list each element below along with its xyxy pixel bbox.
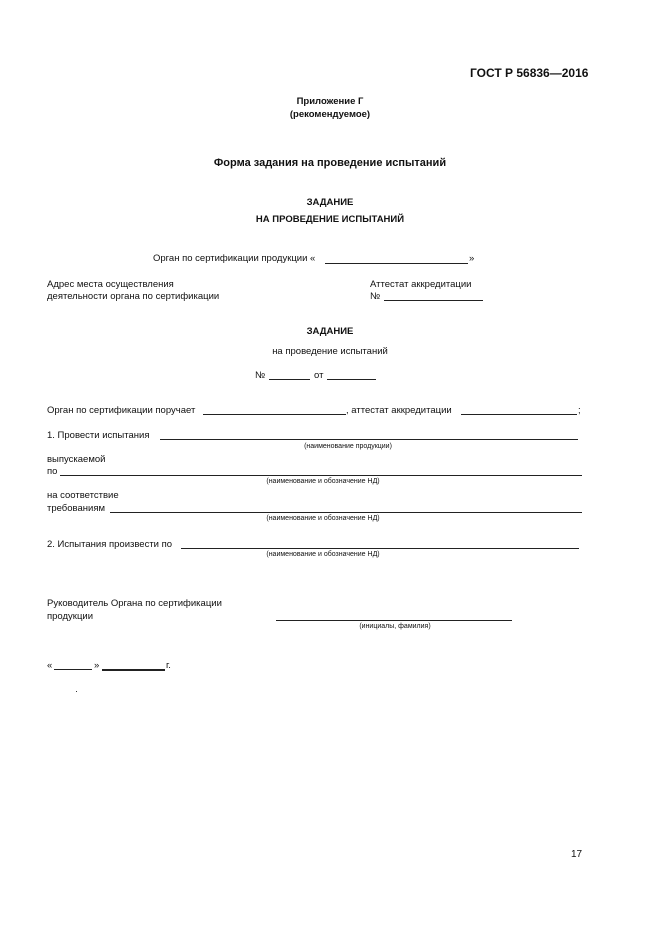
accreditation-number-field[interactable]: [384, 300, 483, 301]
address-label-line1: Адрес места осуществления: [47, 279, 174, 290]
certification-organ-label: Орган по сертификации продукции «: [153, 253, 316, 264]
product-name-field[interactable]: [160, 439, 578, 440]
page-number: 17: [571, 849, 583, 860]
conformity-label: на соответствие: [47, 490, 119, 501]
head-label-line2: продукции: [47, 611, 94, 622]
date-month-field[interactable]: [102, 669, 165, 671]
date-day-field[interactable]: [54, 669, 92, 670]
task-heading-subtitle: НА ПРОВЕДЕНИЕ ИСПЫТАНИЙ: [255, 214, 405, 225]
produced-by-hint: (наименование и обозначение НД): [266, 478, 380, 485]
item1-label: 1. Провести испытания: [47, 430, 150, 441]
signature-hint: (инициалы, фамилия): [359, 623, 431, 630]
laboratory-accreditation-field[interactable]: [461, 414, 577, 415]
task-heading-2: ЗАДАНИЕ: [306, 326, 354, 337]
date-year-suffix: г.: [166, 660, 171, 671]
task-heading: ЗАДАНИЕ: [306, 197, 354, 208]
instructs-label: Орган по сертификации поручает: [47, 405, 196, 416]
accreditation-label: Аттестат аккредитации: [370, 279, 472, 290]
produced-label: выпускаемой: [47, 454, 106, 465]
certification-organ-field[interactable]: [325, 263, 468, 264]
head-label-line1: Руководитель Органа по сертификации: [47, 598, 222, 609]
signature-field[interactable]: [276, 620, 512, 621]
test-method-field[interactable]: [181, 548, 579, 549]
certification-organ-quote-close: »: [469, 253, 475, 264]
laboratory-field[interactable]: [203, 414, 346, 415]
task-number-label: №: [255, 370, 266, 381]
date-quote-open: «: [47, 660, 53, 671]
produced-by-label: по: [47, 466, 58, 477]
requirements-hint: (наименование и обозначение НД): [266, 515, 380, 522]
requirements-field[interactable]: [110, 512, 582, 513]
instructs-accreditation-label: , аттестат аккредитации: [346, 405, 452, 416]
appendix-subtitle: (рекомендуемое): [289, 109, 371, 120]
instructs-semicolon: ;: [578, 405, 581, 416]
form-title: Форма задания на проведение испытаний: [213, 157, 447, 169]
accreditation-number-label: №: [370, 291, 381, 302]
appendix-title: Приложение Г: [296, 96, 364, 107]
test-method-hint: (наименование и обозначение НД): [266, 551, 380, 558]
stray-mark: [76, 691, 77, 692]
task-date-label: от: [314, 370, 324, 381]
item2-label: 2. Испытания произвести по: [47, 539, 173, 550]
date-quote-close: »: [94, 660, 100, 671]
task-number-field[interactable]: [269, 379, 310, 380]
document-code: ГОСТ Р 56836—2016: [470, 66, 589, 80]
task-heading-2-subtitle: на проведение испытаний: [272, 346, 388, 357]
product-name-hint: (наименование продукции): [304, 443, 392, 450]
task-date-field[interactable]: [327, 379, 376, 380]
address-label-line2: деятельности органа по сертификации: [47, 291, 220, 302]
requirements-label: требованиям: [47, 503, 105, 514]
produced-by-field[interactable]: [60, 475, 582, 476]
